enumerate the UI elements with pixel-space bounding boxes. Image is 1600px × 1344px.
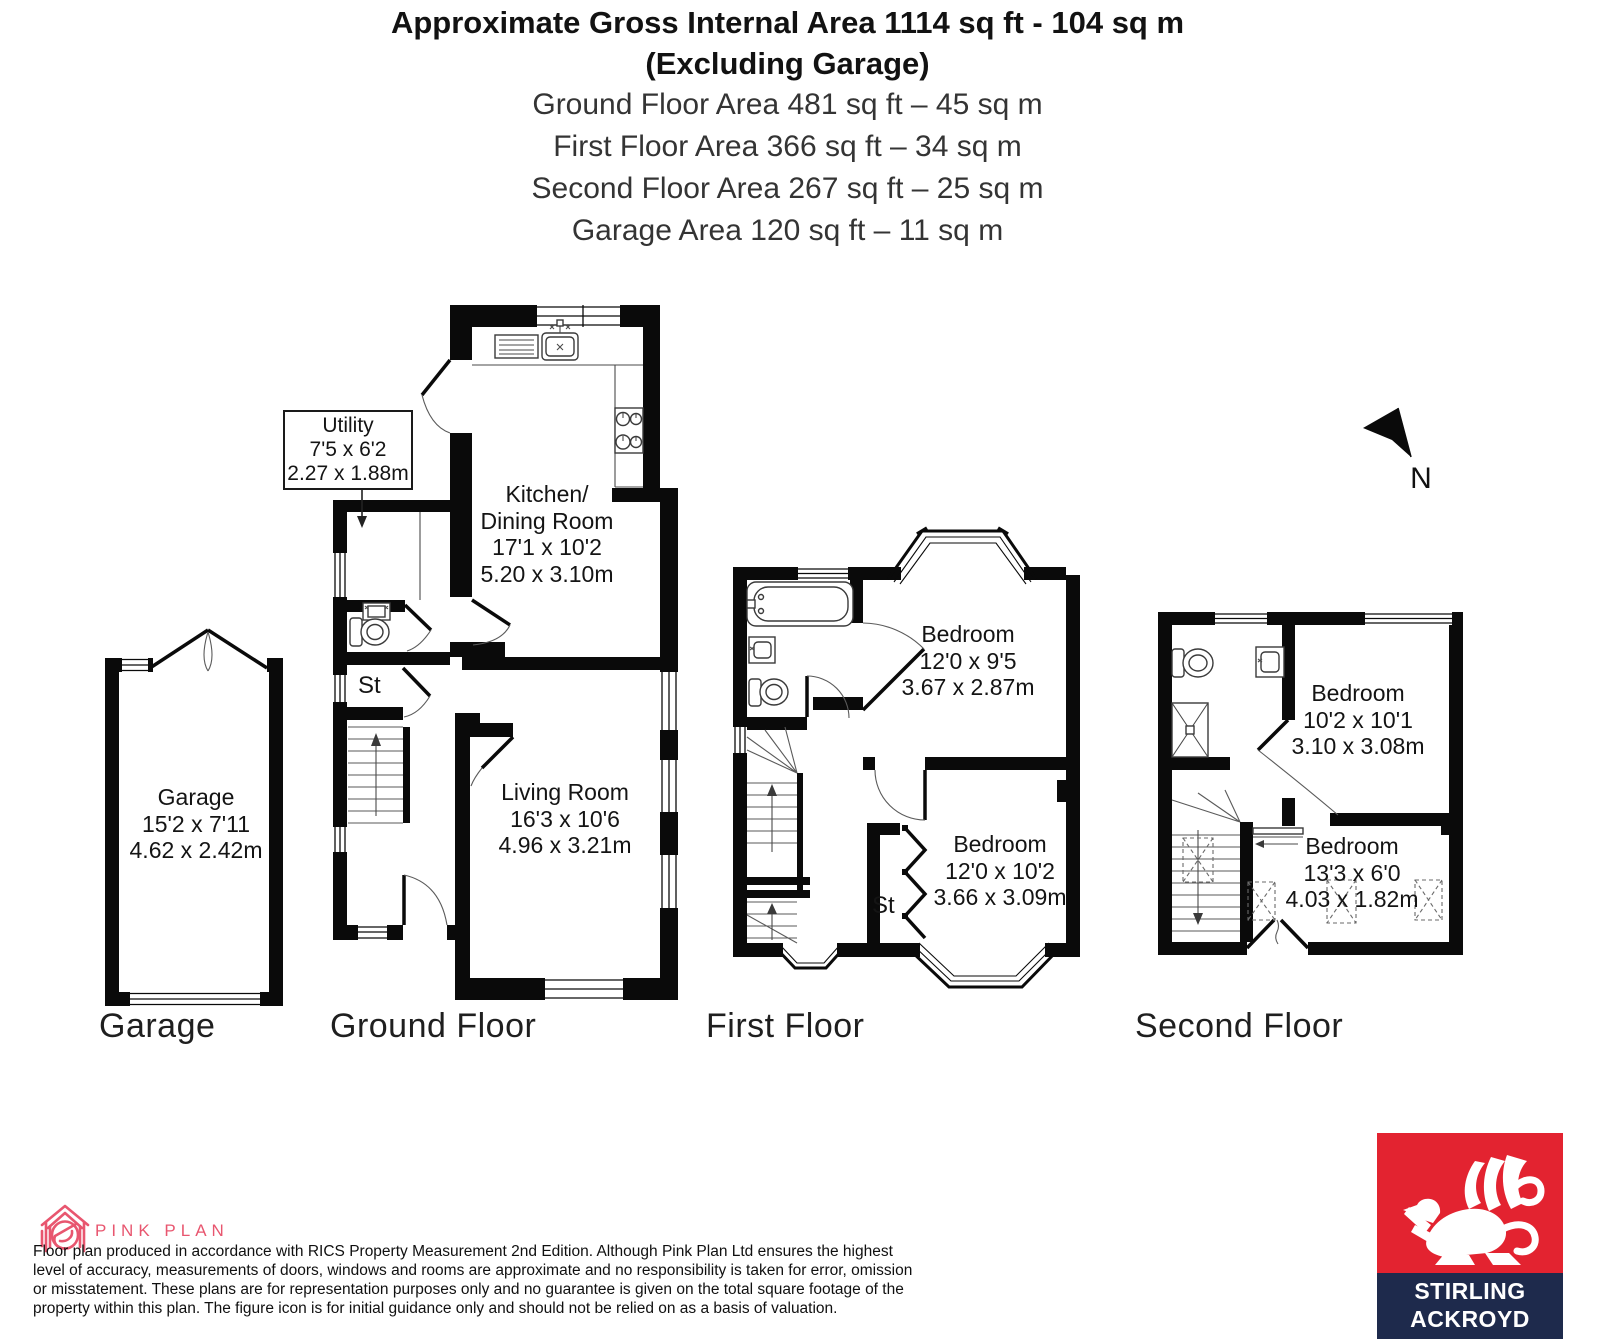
ground-floor-title: Ground Floor [330, 1007, 537, 1045]
agent-name-line2: ACKROYD [1410, 1306, 1530, 1332]
page-header [0, 2, 1575, 252]
garage-area-line: Garage Area 120 sq ft – 11 sq m [571, 214, 1004, 247]
ground-stairs-icon [348, 727, 403, 823]
first-storage-label: St [872, 892, 895, 919]
first-storage-folding-doors [902, 825, 925, 938]
griffin-icon [1389, 1147, 1551, 1265]
second-stairs-icon [1172, 790, 1240, 931]
disclaimer-text: Floor plan produced in accordance with RICS Property Measurement 2nd Edition. Although Pink Plan Ltd ensures the highest level of accuracy, measurements of doors, windows and rooms are approximate and no responsibility is taken for error, omission or misstatement. These plans are for representation purposes only and no guarantee is given on the total square footage of the property within this plan. The figure icon is for initial guidance only and should not be relied on as a basis of valuation. [33, 1243, 913, 1317]
drainer-icon [495, 335, 538, 358]
excluding-garage-subtitle: (Excluding Garage) [645, 46, 930, 81]
wc-toilet-icon [350, 618, 389, 646]
first-bay-window-bottom [907, 943, 1061, 987]
bathroom-basin-icon [749, 637, 775, 663]
garage-door-icon [150, 630, 267, 671]
bathroom-toilet-icon [749, 679, 788, 706]
first-bay-window-top [888, 528, 1036, 584]
shower-icon [1172, 703, 1208, 757]
ground-storage-label: St [358, 672, 381, 699]
pink-plan-wordmark: PINK PLAN [95, 1221, 229, 1240]
ground-floor-area-line: Ground Floor Area 481 sq ft – 45 sq m [532, 88, 1043, 121]
second-toilet-icon [1172, 649, 1213, 677]
second-bedroom-top-label: Bedroom 10'2 x 10'1 3.10 x 3.08m [1291, 680, 1425, 759]
bath-icon [747, 582, 853, 626]
agent-name-line1: STIRLING [1414, 1278, 1526, 1304]
first-bay-window-left [775, 943, 845, 968]
second-floor-area-line: Second Floor Area 267 sq ft – 25 sq m [531, 172, 1044, 205]
first-floor-area-line: First Floor Area 366 sq ft – 34 sq m [553, 130, 1022, 163]
living-room-label: Living Room 16'3 x 10'6 4.96 x 3.21m [498, 779, 632, 858]
wc-basin-icon [363, 603, 390, 620]
first-bedroom-top-label: Bedroom 12'0 x 9'5 3.67 x 2.87m [901, 621, 1035, 700]
second-bedroom-bottom-label: Bedroom 13'3 x 6'0 4.03 x 1.82m [1285, 833, 1419, 912]
ground-floorplan [270, 300, 680, 1010]
garage-window-bottom [130, 992, 260, 1006]
second-basin-icon [1256, 647, 1284, 677]
first-bedroom-bottom-label: Bedroom 12'0 x 10'2 3.66 x 3.09m [933, 831, 1067, 910]
gross-area-title: Approximate Gross Internal Area 1114 sq ft - 104 sq m [390, 5, 1185, 40]
agent-logo-red-block [1377, 1133, 1563, 1273]
hob-icon [615, 408, 643, 453]
stirling-ackroyd-logo [1377, 1133, 1563, 1339]
agent-logo-navy-block [1377, 1273, 1563, 1339]
first-floor-title: First Floor [706, 1007, 865, 1045]
kitchen-dining-label: Kitchen/ Dining Room 17'1 x 10'2 5.20 x 3.10m [480, 481, 614, 587]
north-letter: N [1410, 462, 1432, 495]
garage-room-label: Garage 15'2 x 7'11 4.62 x 2.42m [129, 784, 263, 863]
garage-window-top [122, 658, 148, 672]
first-stairs-icon [747, 727, 797, 943]
first-floorplan [705, 500, 1085, 1020]
utility-callout: Utility 7'5 x 6'2 2.27 x 1.88m [283, 410, 413, 490]
garage-title: Garage [99, 1007, 216, 1045]
second-floor-title: Second Floor [1135, 1007, 1344, 1045]
